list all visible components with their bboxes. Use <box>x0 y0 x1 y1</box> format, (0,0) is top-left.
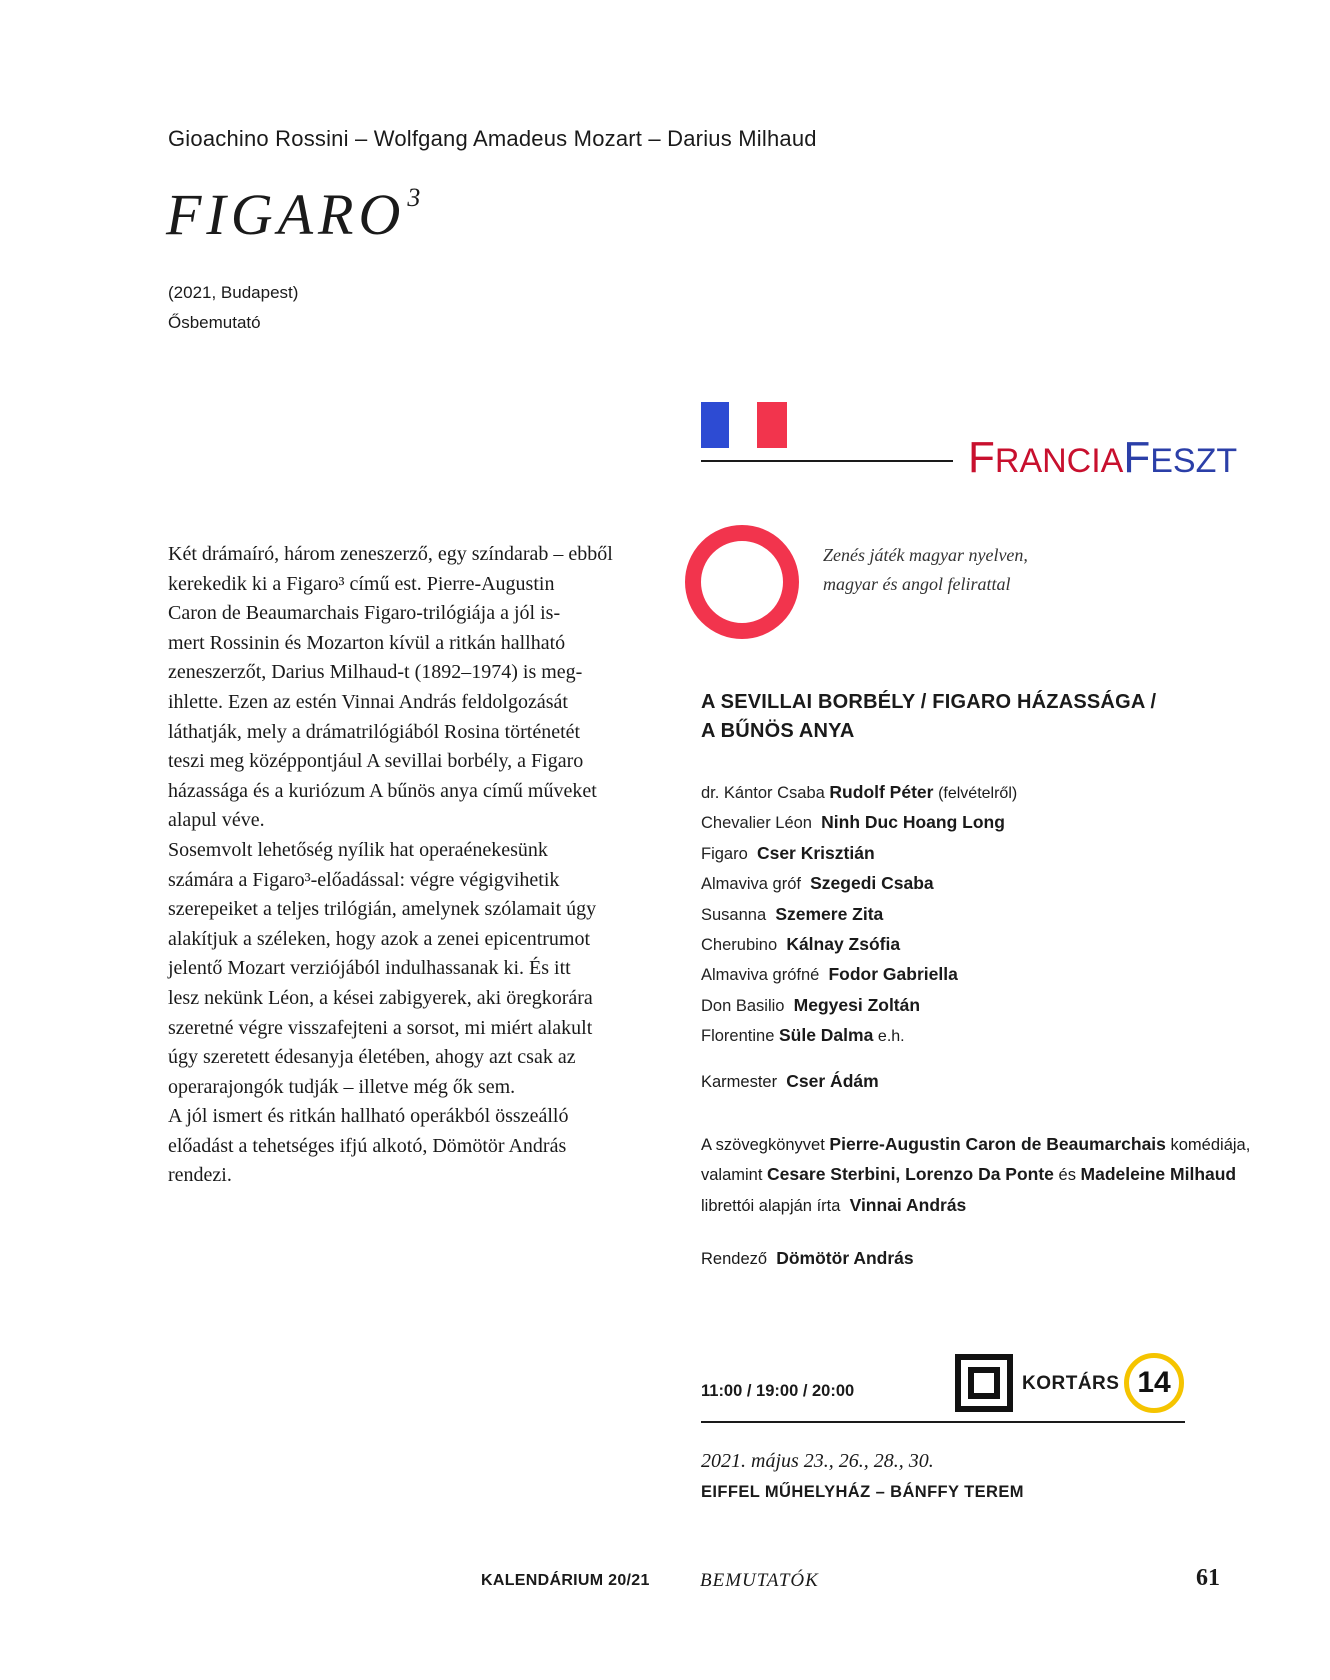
show-times: 11:00 / 19:00 / 20:00 <box>701 1382 855 1400</box>
venue-name: EIFFEL MŰHELYHÁZ – BÁNFFY TEREM <box>701 1483 1024 1501</box>
cast-name: Fodor Gabriella <box>828 964 958 985</box>
production-meta <box>168 278 298 338</box>
logo-cap-2: F <box>1123 433 1151 482</box>
show-dates: 2021. május 23., 26., 28., 30. <box>701 1450 934 1472</box>
flag-red-stripe <box>757 402 787 448</box>
libretto-author: Vinnai András <box>849 1194 967 1215</box>
intro-line: számára a Figaro³-előadással: végre végigvihetik <box>168 868 560 891</box>
festival-logo <box>968 433 1238 482</box>
libretto-text: valamint <box>701 1166 763 1185</box>
libretto-text: és <box>1058 1166 1076 1185</box>
cast-name: Rudolf Péter <box>829 782 934 802</box>
intro-line: jelentő Mozart verziójából indulhassanak ki. És itt <box>168 957 571 980</box>
cast-name: Ninh Duc Hoang Long <box>821 812 1005 833</box>
cast-name: Szegedi Csaba <box>810 873 934 894</box>
intro-line: Sosemvolt lehetőség nyílik hat operaénekesünk <box>168 838 548 861</box>
cast-name: Megyesi Zoltán <box>793 994 921 1015</box>
cast-list <box>701 778 1017 1052</box>
intro-line: előadást a tehetséges ifjú alkotó, Dömötör András <box>168 1134 567 1157</box>
cast-row <box>701 900 1017 930</box>
intro-line: házassága és a kuriózum A bűnös anya című műveket <box>168 779 597 802</box>
cast-name: Süle Dalma <box>778 1025 874 1046</box>
ring-icon <box>682 522 802 642</box>
conductor-role: Karmester <box>701 1073 778 1091</box>
festival-divider <box>701 460 953 462</box>
cast-name: Cser Krisztián <box>756 842 875 863</box>
libretto-text: komédiája, <box>1170 1136 1251 1154</box>
intro-line: operarajongók tudják – illetve még ők sem. <box>168 1075 516 1098</box>
year-city: (2021, Budapest) <box>168 283 299 302</box>
venue-brand: KORTÁRS <box>1022 1373 1120 1394</box>
intro-line: Caron de Beaumarchais Figaro-trilógiája a jól is- <box>168 602 561 625</box>
cast-role: dr. Kántor Csaba <box>701 784 825 802</box>
libretto-line-2 <box>701 1160 1250 1190</box>
cast-row <box>701 960 1017 990</box>
production-title-line-2: A BŰNÖS ANYA <box>701 720 855 742</box>
intro-line: szeretné végre visszafejteni a sorsot, mi miért alakult <box>168 1016 593 1039</box>
logo-rest-1: RANCIA <box>994 442 1124 480</box>
page-number: 61 <box>1196 1565 1220 1591</box>
intro-line: szerepeiket a teljes trilógián, amelynek szólamait úgy <box>168 898 597 921</box>
cast-role: Susanna <box>701 905 767 924</box>
page-title <box>166 182 421 247</box>
cast-row <box>701 991 1017 1021</box>
libretto-author: Madeleine Milhaud <box>1080 1164 1237 1185</box>
intro-line: A jól ismert és ritkán hallható operákból összeálló <box>168 1105 569 1128</box>
intro-line: lesz nekünk Léon, a kései zabigyerek, aki öregkorára <box>168 986 593 1009</box>
language-note <box>823 541 1028 599</box>
conductor-credit <box>701 1071 879 1092</box>
intro-line: mert Rossinin és Mozarton kívül a ritkán hallható <box>168 631 566 654</box>
libretto-text: A szövegkönyvet <box>701 1136 825 1154</box>
intro-line: teszi meg középpontjául A sevillai borbély, a Figaro <box>168 750 584 773</box>
cast-note: (felvételről) <box>938 785 1018 802</box>
intro-text <box>168 540 668 1191</box>
cast-role: Don Basilio <box>701 996 785 1015</box>
cast-role: Cherubino <box>701 936 778 955</box>
footer-publication: KALENDÁRIUM 20/21 <box>481 1572 650 1589</box>
cast-row <box>701 1021 1017 1051</box>
cast-name: Kálnay Zsófia <box>786 934 901 955</box>
production-title-line-1: A SEVILLAI BORBÉLY / FIGARO HÁZASSÁGA / <box>701 691 1157 713</box>
intro-line: ihlette. Ezen az estén Vinnai András feldolgozását <box>168 690 568 713</box>
libretto-line-3 <box>701 1191 1250 1221</box>
premiere-label: Ősbemutató <box>168 313 261 332</box>
french-flag-icon <box>701 402 787 448</box>
language-note-line-1: Zenés játék magyar nyelven, <box>823 545 1028 565</box>
cast-role: Figaro <box>701 844 748 863</box>
logo-cap-1: F <box>968 433 995 482</box>
intro-line: Két drámaíró, három zeneszerző, egy színdarab – ebből <box>168 543 613 565</box>
libretto-author: Pierre-Augustin Caron de Beaumarchais <box>829 1134 1166 1154</box>
libretto-credit <box>701 1130 1250 1221</box>
cast-row <box>701 808 1017 838</box>
cast-row <box>701 869 1017 899</box>
cast-row <box>701 839 1017 869</box>
libretto-author: Cesare Sterbini, Lorenzo Da Ponte <box>767 1164 1054 1185</box>
composers-line: Gioachino Rossini – Wolfgang Amadeus Mozart – Darius Milhaud <box>168 126 817 151</box>
intro-line: alapul véve. <box>168 809 265 832</box>
libretto-line-1 <box>701 1130 1250 1160</box>
intro-line: láthatják, mely a drámatrilógiából Rosina történetét <box>168 720 581 743</box>
age-rating-badge: 14 <box>1124 1353 1184 1413</box>
director-credit <box>701 1248 914 1269</box>
language-note-line-2: magyar és angol felirattal <box>823 574 1011 594</box>
footer-section: BEMUTATÓK <box>700 1570 819 1591</box>
title-superscript: 3 <box>407 182 421 212</box>
title-text: FIGARO <box>166 182 406 247</box>
intro-line: kerekedik ki a Figaro³ című est. Pierre-Augustin <box>168 572 555 595</box>
cast-row <box>701 930 1017 960</box>
kortars-logo-icon <box>955 1354 1013 1412</box>
cast-row <box>701 778 1017 808</box>
conductor-name: Cser Ádám <box>786 1071 879 1091</box>
production-title <box>701 688 1156 746</box>
logo-rest-2: ESZT <box>1150 442 1238 480</box>
intro-line: úgy szeretett édesanyja életében, ahogy azt csak az <box>168 1046 576 1069</box>
cast-role: Florentine <box>701 1027 775 1046</box>
intro-line: alakítjuk a széleken, hogy azok a zenei epicentrumot <box>168 927 591 950</box>
cast-role: Almaviva grófné <box>701 966 820 985</box>
libretto-text: librettói alapján írta <box>701 1196 841 1215</box>
intro-line: rendezi. <box>168 1164 232 1187</box>
cast-role: Almaviva gróf <box>701 875 801 894</box>
flag-blue-stripe <box>701 402 729 448</box>
director-role: Rendező <box>701 1250 768 1268</box>
schedule-divider <box>701 1421 1185 1423</box>
cast-note: e.h. <box>877 1028 905 1046</box>
cast-role: Chevalier Léon <box>701 814 812 833</box>
cast-name: Szemere Zita <box>775 903 884 924</box>
director-name: Dömötör András <box>776 1248 914 1268</box>
intro-line: zeneszerzőt, Darius Milhaud-t (1892–1974) is meg- <box>168 661 583 684</box>
